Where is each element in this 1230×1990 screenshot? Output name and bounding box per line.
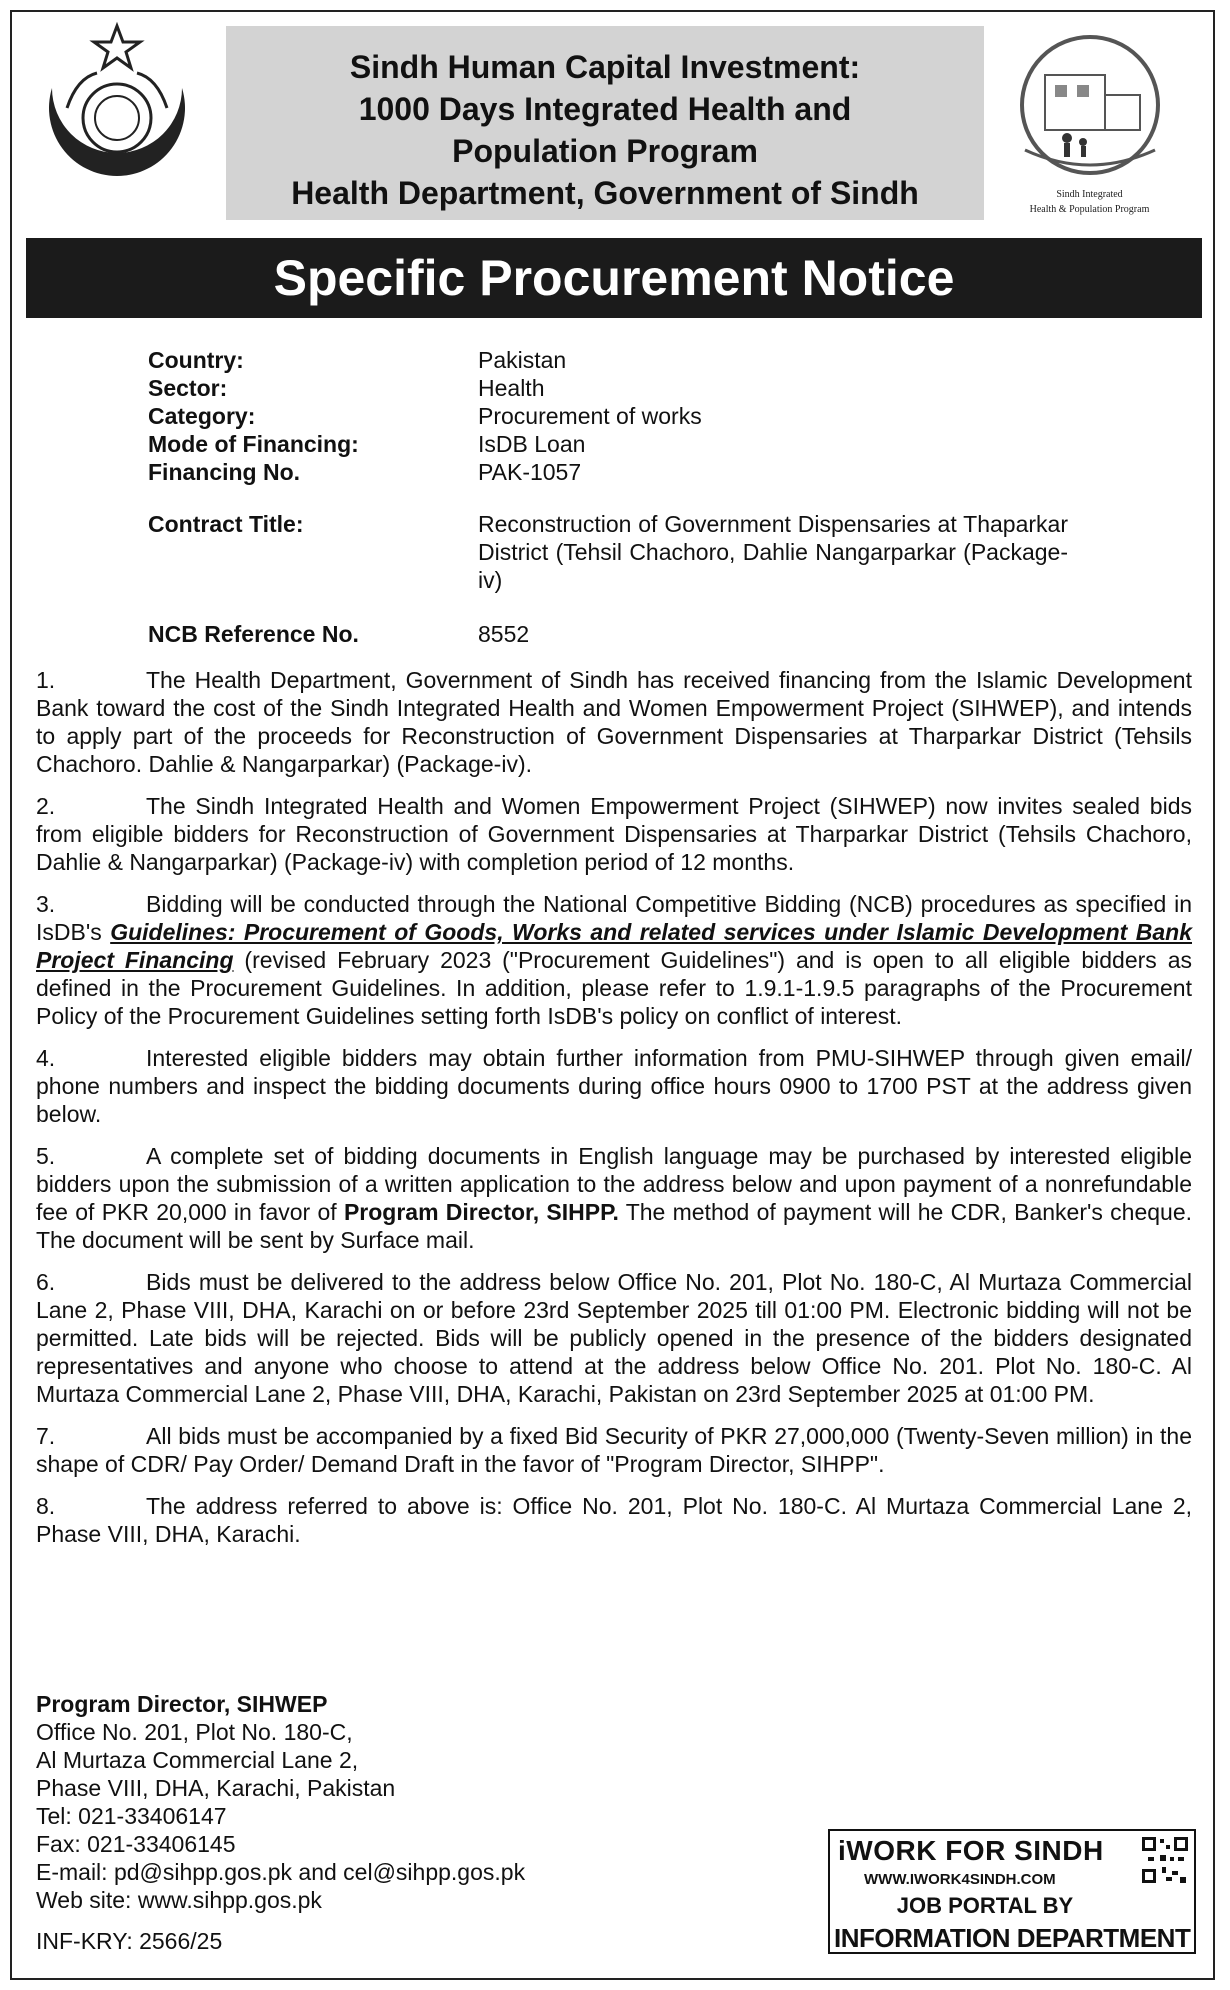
paragraph-text: Bids must be delivered to the address below Office No. 201, Plot No. 180-C, Al Murtaza Commercial Lane 2, Phase VIII, DHA, Karachi on or before 23rd September 2025 till 01:00 PM. Electronic bidding will not be permitted. Late bids will be rejected. Bids will be publicly opened in the presence of the bidders designated representatives and anyone who choose to attend at the address below Office No. 201. Plot No. 180-C. Al Murtaza Commercial Lane 2, Phase VIII, DHA, Karachi, Pakistan on 23rd September 2025 at 01:00 PM.: [36, 1269, 1192, 1407]
detail-label: Country:: [148, 347, 244, 373]
qr-code-icon: [1142, 1837, 1188, 1883]
contract-title-label: Contract Title:: [148, 511, 304, 537]
iwork-line-2: INFORMATION DEPARTMENT: [834, 1923, 1191, 1953]
paragraph-text: A complete set of bidding documents in English language may be purchased by interested eligible bidders upon the submission of a written application to the address below and upon payment of a nonrefundable fee of PKR 20,000 in favor of: [36, 1143, 1192, 1225]
detail-value: Procurement of works: [478, 403, 702, 429]
detail-label: Sector:: [148, 375, 228, 401]
title-line-2: 1000 Days Integrated Health and: [358, 91, 852, 127]
detail-value: Health: [478, 375, 545, 401]
paragraph-1: [36, 666, 1192, 778]
ncb-reference-value: 8552: [478, 621, 530, 647]
detail-value: PAK-1057: [478, 459, 582, 485]
notice-title-banner: Specific Procurement Notice: [26, 238, 1202, 318]
detail-row: [148, 402, 1078, 430]
contact-address-line: Al Murtaza Commercial Lane 2,: [36, 1747, 359, 1773]
title-line-1: Sindh Human Capital Investment:: [349, 49, 861, 85]
detail-row: [148, 620, 1078, 648]
paragraph-6: [36, 1268, 1192, 1408]
paragraph-bold-text: Program Director, SIHPP.: [343, 1199, 619, 1225]
ncb-reference-label: NCB Reference No.: [148, 621, 359, 647]
detail-label: Mode of Financing:: [148, 431, 359, 457]
contact-heading: Program Director, SIHWEP: [36, 1691, 328, 1717]
sindh-government-seal: [22, 18, 212, 208]
paragraph-text: Interested eligible bidders may obtain further information from PMU-SIHWEP through given email/ phone numbers and inspect the bidding documents during office hours 0900 to 1700 PST at the address given below.: [36, 1045, 1192, 1127]
paragraph-text: (revised February 2023 ("Procurement Guidelines") and is open to all eligible bidders as defined in the Procurement Guidelines. In addition, please refer to 1.9.1-1.9.5 paragraphs of the Procurement Policy of the Procurement Guidelines setting forth IsDB's policy on conflict of interest.: [36, 947, 1192, 1029]
paragraph-8: [36, 1492, 1192, 1548]
contact-block: [36, 1690, 525, 1914]
notice-body: [36, 666, 1192, 1562]
paragraph-4: [36, 1044, 1192, 1128]
paragraph-5: [36, 1142, 1192, 1254]
guidelines-link[interactable]: Guidelines: Procurement of Goods, Works and related services under Islamic Development Bank Project Financing: [36, 919, 1192, 973]
detail-label: Financing No.: [148, 459, 301, 485]
iwork-for-sindh-badge: [828, 1829, 1196, 1954]
title-line-3: Population Program: [452, 133, 758, 169]
contact-phone: Tel: 021-33406147: [36, 1803, 227, 1829]
inf-reference: INF-KRY: 2566/25: [36, 1928, 223, 1954]
iwork-line-1: JOB PORTAL BY: [896, 1893, 1074, 1918]
iwork-title: iWORK FOR SINDH: [838, 1835, 1104, 1866]
contact-fax: Fax: 021-33406145: [36, 1831, 236, 1857]
ncb-reference-block: [148, 620, 1078, 648]
paragraph-7: [36, 1422, 1192, 1478]
paragraph-2: [36, 792, 1192, 876]
contact-address-line: Phase VIII, DHA, Karachi, Pakistan: [36, 1775, 396, 1801]
detail-row: [148, 430, 1078, 458]
program-title-box: [226, 26, 984, 220]
detail-label: Category:: [148, 403, 256, 429]
detail-row: [148, 458, 1078, 486]
detail-row: [148, 346, 1078, 374]
detail-value: Pakistan: [478, 347, 567, 373]
contact-website[interactable]: Web site: www.sihpp.gos.pk: [36, 1887, 322, 1913]
paragraph-number: 2.: [36, 793, 56, 819]
paragraph-number: 5.: [36, 1143, 56, 1169]
paragraph-text: The address referred to above is: Office No. 201, Plot No. 180-C. Al Murtaza Commercial Lane 2, Phase VIII, DHA, Karachi.: [36, 1493, 1192, 1547]
paragraph-text: The Sindh Integrated Health and Women Empowerment Project (SIHWEP) now invites sealed bids from eligible bidders for Reconstruction of Government Dispensaries at Tharparkar District (Tehsils Chachoro, Dahlie & Nangarparkar) (Package-iv) with completion period of 12 months.: [36, 793, 1192, 875]
detail-row: [148, 510, 1078, 594]
detail-row: [148, 374, 1078, 402]
notice-details: [148, 346, 1078, 486]
paragraph-number: 4.: [36, 1045, 56, 1071]
paragraph-text: The Health Department, Government of Sindh has received financing from the Islamic Development Bank toward the cost of the Sindh Integrated Health and Women Empowerment Project (SIHWEP), and intends to apply part of the proceeds for Reconstruction of Government Dispensaries at Tharparkar District (Tehsils Chachoro. Dahlie & Nangarparkar) (Package-iv).: [36, 667, 1192, 777]
contact-address-line: Office No. 201, Plot No. 180-C,: [36, 1719, 353, 1745]
paragraph-text: All bids must be accompanied by a fixed Bid Security of PKR 27,000,000 (Twenty-Seven million) in the shape of CDR/ Pay Order/ Demand Draft in the favor of "Program Director, SIHPP".: [36, 1423, 1192, 1477]
paragraph-number: 8.: [36, 1493, 56, 1519]
contract-title-block: [148, 510, 1078, 594]
paragraph-number: 1.: [36, 667, 56, 693]
logo-caption-2: Health & Population Program: [1029, 204, 1150, 215]
paragraph-text: Bidding will be conducted through the National Competitive Bidding (NCB) procedures as specified in IsDB's: [36, 891, 1192, 945]
detail-value: IsDB Loan: [478, 431, 586, 457]
iwork-url[interactable]: WWW.IWORK4SINDH.COM: [864, 1871, 1056, 1888]
title-line-4: Health Department, Government of Sindh: [291, 175, 919, 211]
health-program-logo: [1002, 30, 1177, 220]
paragraph-text: The method of payment will he CDR, Banker's cheque. The document will be sent by Surface mail.: [36, 1199, 1193, 1253]
paragraph-number: 6.: [36, 1269, 56, 1295]
paragraph-number: 3.: [36, 891, 56, 917]
contact-email[interactable]: E-mail: pd@sihpp.gos.pk and cel@sihpp.gos.pk: [36, 1859, 526, 1885]
logo-caption-1: Sindh Integrated: [1056, 189, 1123, 200]
contract-title-value: Reconstruction of Government Dispensaries at Thaparkar District (Tehsil Chachoro, Dahlie Nangarparkar (Package-iv): [478, 511, 1068, 593]
paragraph-number: 7.: [36, 1423, 56, 1449]
paragraph-3: [36, 890, 1192, 1030]
